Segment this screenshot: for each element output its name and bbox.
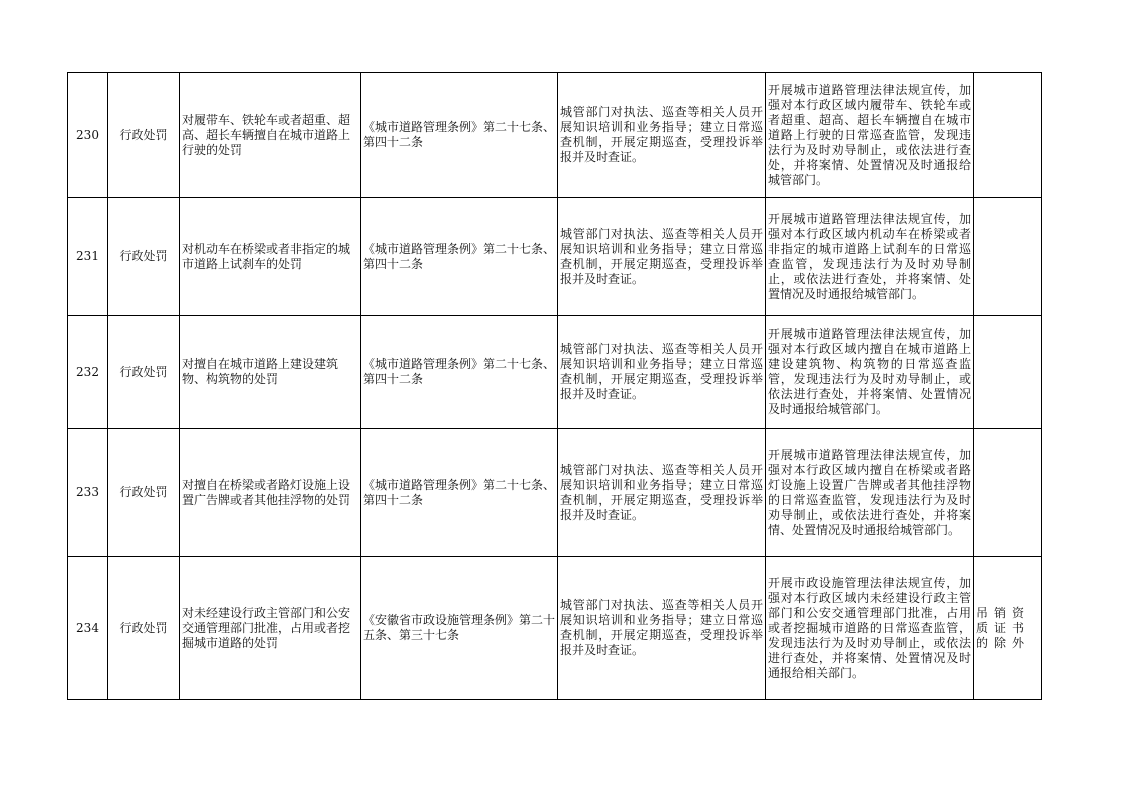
row-number: 231 <box>68 198 108 316</box>
row-item: 对机动车在桥梁或者非指定的城市道路上试刹车的处罚 <box>180 198 361 316</box>
row-item: 对擅自在桥梁或者路灯设施上设置广告牌或者其他挂浮物的处罚 <box>180 429 361 557</box>
table-row <box>68 316 1042 429</box>
row-basis: 《城市道路管理条例》第二十七条、第四十二条 <box>361 73 558 198</box>
table-row <box>68 557 1042 700</box>
row-item: 对未经建设行政主管部门和公安交通管理部门批准，占用或者挖掘城市道路的处罚 <box>180 557 361 700</box>
row-number: 232 <box>68 316 108 429</box>
row-item: 对擅自在城市道路上建设建筑物、构筑物的处罚 <box>180 316 361 429</box>
row-basis: 《安徽省市政设施管理条例》第二十五条、第三十七条 <box>361 557 558 700</box>
table-row <box>68 73 1042 198</box>
row-measures: 城管部门对执法、巡查等相关人员开展知识培训和业务指导；建立日常巡查机制，开展定期巡查，受理投诉举报并及时查证。 <box>558 316 766 429</box>
row-number: 230 <box>68 73 108 198</box>
row-number: 234 <box>68 557 108 700</box>
row-supervision: 开展城市道路管理法律法规宣传，加强对本行政区域内擅自在城市道路上建设建筑物、构筑物的日常巡查监管，发现违法行为及时劝导制止，或依法进行查处，并将案情、处置情况及时通报给城管部门。 <box>766 316 974 429</box>
row-type: 行政处罚 <box>108 557 180 700</box>
row-note <box>974 198 1042 316</box>
table-row <box>68 429 1042 557</box>
row-note <box>974 429 1042 557</box>
row-basis: 《城市道路管理条例》第二十七条、第四十二条 <box>361 198 558 316</box>
permissions-table <box>67 72 1042 700</box>
row-measures: 城管部门对执法、巡查等相关人员开展知识培训和业务指导；建立日常巡查机制，开展定期巡查，受理投诉举报并及时查证。 <box>558 557 766 700</box>
row-note: 吊销资质证书的除外 <box>974 557 1042 700</box>
row-measures: 城管部门对执法、巡查等相关人员开展知识培训和业务指导；建立日常巡查机制，开展定期巡查，受理投诉举报并及时查证。 <box>558 198 766 316</box>
row-measures: 城管部门对执法、巡查等相关人员开展知识培训和业务指导；建立日常巡查机制，开展定期巡查，受理投诉举报并及时查证。 <box>558 73 766 198</box>
row-basis: 《城市道路管理条例》第二十七条、第四十二条 <box>361 429 558 557</box>
row-supervision: 开展城市道路管理法律法规宣传，加强对本行政区域内机动车在桥梁或者非指定的城市道路上试刹车的日常巡查监管，发现违法行为及时劝导制止，或依法进行查处，并将案情、处置情况及时通报给城管部门。 <box>766 198 974 316</box>
row-supervision: 开展城市道路管理法律法规宣传，加强对本行政区域内擅自在桥梁或者路灯设施上设置广告牌或者其他挂浮物的日常巡查监管，发现违法行为及时劝导制止，或依法进行查处，并将案情、处置情况及时通报给城管部门。 <box>766 429 974 557</box>
row-note <box>974 73 1042 198</box>
row-type: 行政处罚 <box>108 198 180 316</box>
table-row <box>68 198 1042 316</box>
row-basis: 《城市道路管理条例》第二十七条、第四十二条 <box>361 316 558 429</box>
row-type: 行政处罚 <box>108 316 180 429</box>
row-measures: 城管部门对执法、巡查等相关人员开展知识培训和业务指导；建立日常巡查机制，开展定期巡查，受理投诉举报并及时查证。 <box>558 429 766 557</box>
row-type: 行政处罚 <box>108 73 180 198</box>
row-supervision: 开展市政设施管理法律法规宣传，加强对本行政区域内未经建设行政主管部门和公安交通管理部门批准，占用或者挖掘城市道路的日常巡查监管，发现违法行为及时劝导制止，或依法进行查处，并将案情、处置情况及时通报给相关部门。 <box>766 557 974 700</box>
row-type: 行政处罚 <box>108 429 180 557</box>
row-number: 233 <box>68 429 108 557</box>
row-note <box>974 316 1042 429</box>
row-supervision: 开展城市道路管理法律法规宣传，加强对本行政区域内履带车、铁轮车或者超重、超高、超长车辆擅自在城市道路上行驶的日常巡查监管，发现违法行为及时劝导制止，或依法进行查处，并将案情、处置情况及时通报给城管部门。 <box>766 73 974 198</box>
row-item: 对履带车、铁轮车或者超重、超高、超长车辆擅自在城市道路上行驶的处罚 <box>180 73 361 198</box>
